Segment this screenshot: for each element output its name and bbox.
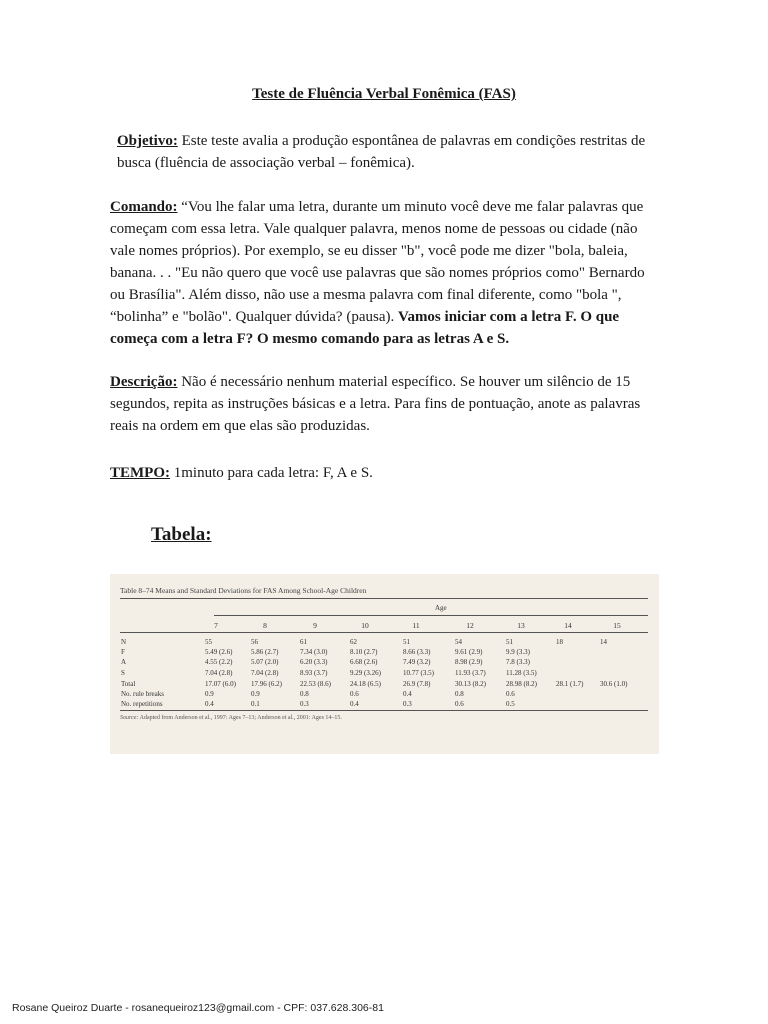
age-column-header: 11 (412, 621, 420, 630)
header-bottom-rule (120, 632, 648, 633)
table-cell: 0.1 (251, 700, 260, 708)
table-row-label: No. rule breaks (121, 690, 164, 698)
table-cell: 7.49 (3.2) (403, 658, 431, 666)
table-cell: 5.86 (2.7) (251, 648, 279, 656)
table-cell: 17.07 (6.0) (205, 680, 236, 688)
table-caption: Table 8–74 Means and Standard Deviations for FAS Among School-Age Children (120, 586, 367, 595)
comando-bold-text: Vamos iniciar com a letra F. O que começa com a letra F? O mesmo comando para as letras A e S. (110, 309, 620, 347)
table-cell: 8.66 (3.3) (403, 648, 431, 656)
page-footer: Rosane Queiroz Duarte - rosanequeiroz123@gmail.com - CPF: 037.628.306-81 (12, 1002, 384, 1014)
table-row-label: N (121, 638, 127, 646)
table-row-label: Total (121, 680, 136, 688)
table-cell: 0.4 (403, 690, 412, 698)
tempo-label: TEMPO: (110, 465, 170, 481)
table-cell: 7.04 (2.8) (251, 669, 279, 677)
descricao-text: Não é necessário nenhum material específico. Se houver um silêncio de 15 segundos, repita as instruções básicas e a letra. Para fins de pontuação, anote as palavras reais na ordem em que elas são produzidas. (110, 374, 641, 434)
table-cell: 11.28 (3.5) (506, 669, 537, 677)
source-label: Source: (120, 715, 139, 721)
document-title: Teste de Fluência Verbal Fonêmica (FAS) (252, 86, 516, 102)
table-cell: 9.29 (3.26) (350, 669, 381, 677)
table-cell: 5.49 (2.6) (205, 648, 233, 656)
table-cell: 0.8 (300, 690, 309, 698)
table-cell: 24.18 (6.5) (350, 680, 381, 688)
table-cell: 5.07 (2.0) (251, 658, 279, 666)
table-cell: 0.8 (455, 690, 464, 698)
tabela-heading: Tabela: (151, 524, 212, 545)
age-column-header: 7 (214, 621, 218, 630)
comando-label: Comando: (110, 199, 178, 215)
table-cell: 6.68 (2.6) (350, 658, 378, 666)
table-cell: 8.98 (2.9) (455, 658, 483, 666)
table-cell: 7.34 (3.0) (300, 648, 328, 656)
table-cell: 14 (600, 638, 607, 646)
table-cell: 22.53 (8.6) (300, 680, 331, 688)
descricao-label: Descrição: (110, 374, 178, 390)
table-row-label: No. repetitions (121, 700, 163, 708)
comando-paragraph (110, 196, 662, 350)
age-column-header: 12 (466, 621, 474, 630)
table-cell: 11.93 (3.7) (455, 669, 486, 677)
age-column-header: 10 (361, 621, 369, 630)
source-text: Adapted from Anderson et al., 1997: Ages 7–13; Anderson et al., 2001: Ages 14–15. (138, 715, 342, 721)
table-cell: 7.8 (3.3) (506, 658, 530, 666)
table-cell: 0.3 (300, 700, 309, 708)
table-cell: 54 (455, 638, 462, 646)
table-cell: 0.5 (506, 700, 515, 708)
table-cell: 28.1 (1.7) (556, 680, 584, 688)
age-header: Age (435, 604, 447, 612)
table-cell: 9.9 (3.3) (506, 648, 530, 656)
table-row-label: F (121, 648, 125, 656)
table-cell: 17.96 (6.2) (251, 680, 282, 688)
objetivo-text: Este teste avalia a produção espontânea de palavras em condições restritas de busca (fluência de associação verbal – fonêmica). (117, 133, 646, 171)
table-cell: 10.77 (3.5) (403, 669, 434, 677)
table-cell: 30.13 (8.2) (455, 680, 486, 688)
table-cell: 6.20 (3.3) (300, 658, 328, 666)
comando-text: “Vou lhe falar uma letra, durante um minuto você deve me falar palavras que começam com essa letra. Vale qualquer palavra, menos nome de pessoas ou cidade (não vale nomes próprios). Por exemplo, se eu disser "b", você pode me dizer "bola, baleia, banana. . . "Eu não quero que você use palavras que são nomes próprios como" Bernardo ou Brasília". Além disso, não use a mesma palavra com final diferente, como "bola ", “bolinha” e "bolão". Qualquer dúvida? (pausa). (110, 199, 645, 325)
table-top-rule (120, 598, 648, 599)
objetivo-paragraph (117, 130, 657, 174)
age-header-rule (214, 615, 648, 616)
table-cell: 28.98 (8.2) (506, 680, 537, 688)
table-row-label: S (121, 669, 125, 677)
fas-norms-table-image (110, 574, 659, 754)
table-cell: 0.6 (506, 690, 515, 698)
table-cell: 9.61 (2.9) (455, 648, 483, 656)
table-cell: 30.6 (1.0) (600, 680, 628, 688)
table-cell: 18 (556, 638, 563, 646)
table-cell: 55 (205, 638, 212, 646)
table-cell: 0.3 (403, 700, 412, 708)
tempo-paragraph (110, 462, 662, 484)
table-cell: 56 (251, 638, 258, 646)
age-column-header: 9 (313, 621, 317, 630)
table-cell: 26.9 (7.8) (403, 680, 431, 688)
table-cell: 61 (300, 638, 307, 646)
age-column-header: 15 (613, 621, 621, 630)
age-column-header: 14 (564, 621, 572, 630)
descricao-paragraph (110, 371, 662, 437)
age-column-header: 13 (517, 621, 525, 630)
table-cell: 0.4 (205, 700, 214, 708)
table-cell: 0.9 (205, 690, 214, 698)
table-source (120, 715, 342, 721)
table-cell: 8.10 (2.7) (350, 648, 378, 656)
table-cell: 0.6 (350, 690, 359, 698)
table-cell: 51 (403, 638, 410, 646)
age-column-header: 8 (263, 621, 267, 630)
table-cell: 4.55 (2.2) (205, 658, 233, 666)
tempo-text: 1minuto para cada letra: F, A e S. (170, 465, 373, 481)
table-cell: 7.04 (2.8) (205, 669, 233, 677)
table-cell: 51 (506, 638, 513, 646)
table-cell: 8.93 (3.7) (300, 669, 328, 677)
objetivo-label: Objetivo: (117, 133, 178, 149)
table-cell: 0.6 (455, 700, 464, 708)
table-cell: 0.4 (350, 700, 359, 708)
table-bottom-rule (120, 710, 648, 711)
table-cell: 0.9 (251, 690, 260, 698)
table-row-label: A (121, 658, 127, 666)
table-cell: 62 (350, 638, 357, 646)
